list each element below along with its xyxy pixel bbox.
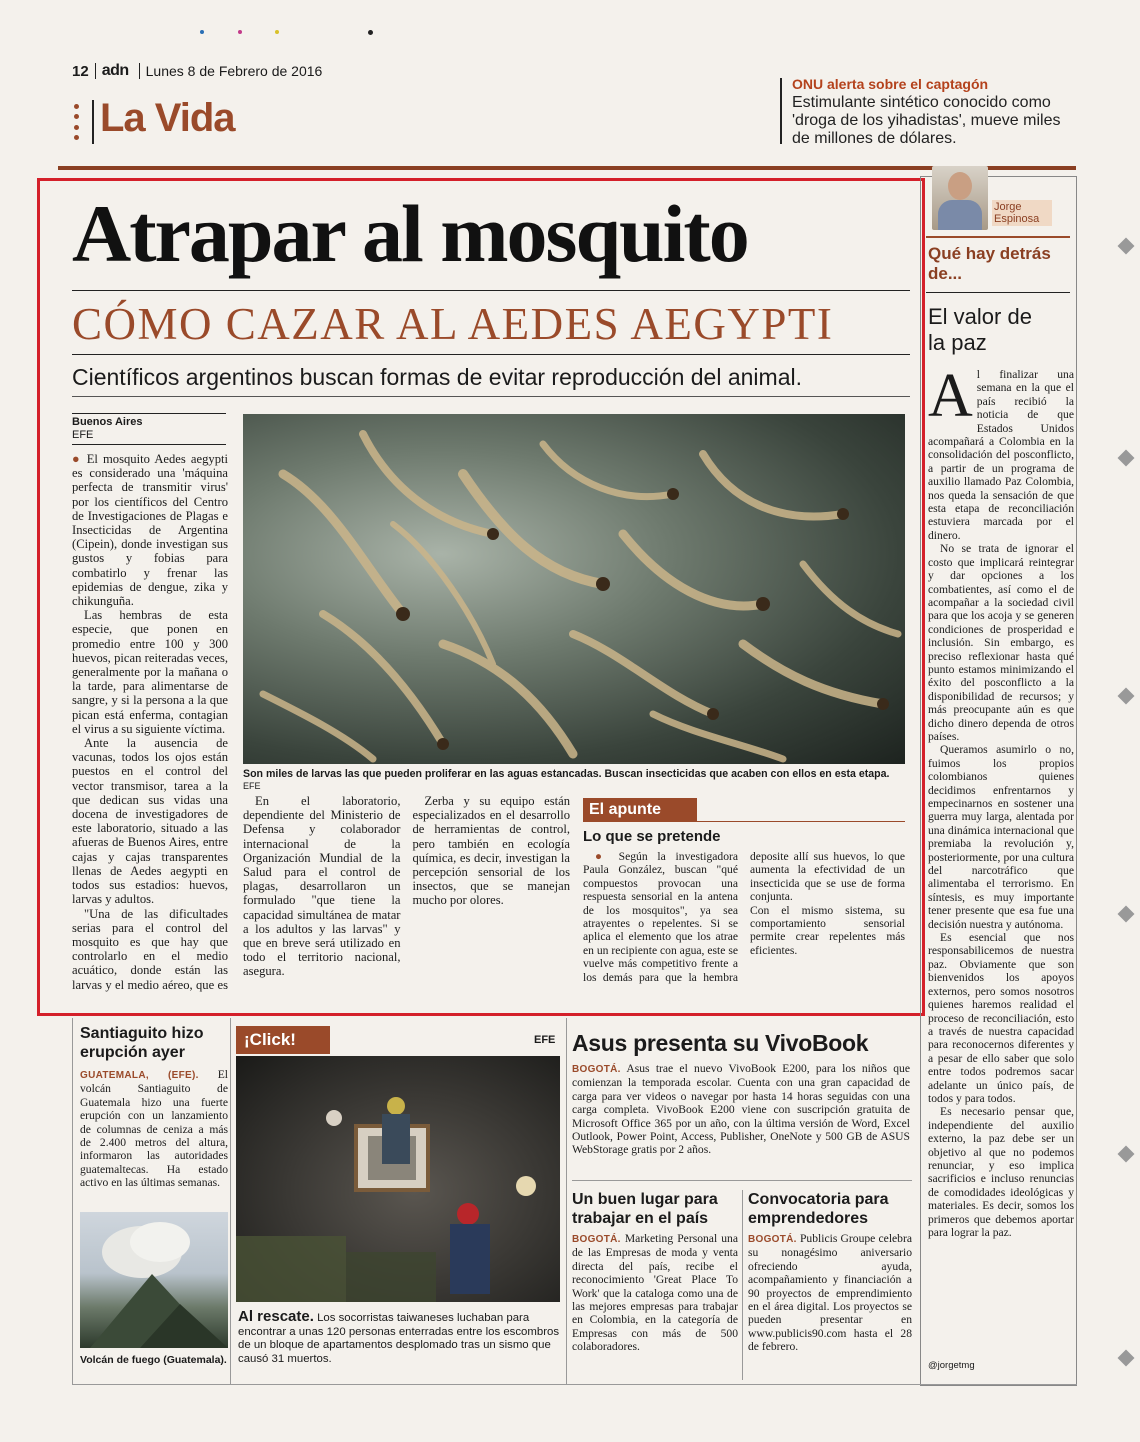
- author-name: Jorge Espinosa: [992, 200, 1052, 226]
- section-dots: [74, 104, 80, 140]
- rescue-photo: [236, 1056, 560, 1302]
- brand-logo: adn: [101, 62, 129, 79]
- kicker: CÓMO CAZAR AL AEDES AEGYPTI: [72, 299, 834, 349]
- rescue-caption: Al rescate. Los socorristas taiwaneses luchaban para encontrar a unas 120 personas enterradas entre los escombros de un bloque de apartamentos desplomado tras un sismo que causó 31 muertos.: [238, 1308, 560, 1365]
- photo-caption: Son miles de larvas las que pueden proliferar en las aguas estancadas. Buscan insecticidas que acaben con ellos en esta etapa. EFE: [243, 768, 890, 791]
- volcano-photo: [80, 1212, 228, 1348]
- convocatoria-title: Convocatoria para emprendedores: [748, 1191, 889, 1227]
- click-label: ¡Click!: [236, 1026, 330, 1054]
- story-columns-2-3: En el laboratorio, dependiente del Ministerio de Defensa y colaborador internacional de la Organización Mundial de la Salud para el control de plagas, desarrollaron un formulado "que tiene la capacidad simultánea de matar a los adultos y las larvas" y que en breve será utilizado en todo el territorio nacional, asegura. Zerba y su equipo están especializados en el desarrollo de herramientas de control, pero también en ecología química, es decir, investigan la percepción sensorial de los insectos, que se manejan mucho por olores.: [243, 794, 570, 979]
- asus-title: Asus presenta su VivoBook: [572, 1030, 869, 1056]
- apunte-text: ● Según la investigadora Paula González, buscan "qué compuestos provocan una respuesta sensorial en la antena de los mosquitos", ya sea atrayentes o repelentes. Si se aplica el elemento que los atrae en un recipiente con agua, este se vuelve más competitivo frente a los demás para que la hembra deposite allí sus huevos, lo que aumenta la efectividad de un insecticida que se use de forma conjunta. Con el mismo sistema, su comportamiento sensorial permite crear repelentes más eficientes.: [583, 850, 905, 984]
- larvae-shapes: [243, 414, 905, 764]
- author-photo: [932, 166, 988, 230]
- headline: Atrapar al mosquito: [72, 188, 748, 279]
- teaser-title: ONU alerta sobre el captagón: [792, 76, 989, 92]
- photo-credit: EFE: [243, 781, 261, 791]
- registration-marks: [200, 30, 390, 38]
- trabajo-text: BOGOTÁ. Marketing Personal una de las Empresas de moda y venta directa del país, recibe el reconocimiento 'Great Place To Work' que la cataloga como una de las mejores empresas para trabajar en Colombia, en la categoría de Empresas con más de 500 colaboradores.: [572, 1232, 738, 1354]
- asus-text: BOGOTÁ. Asus trae el nuevo VivoBook E200, para los niños que comienzan la temporada escolar. Cuenta con una gran capacidad de carga para ver videos o navegar por hasta 14 horas seguidas con una carga completa. VivoBook E200 viene con suscripción gratuita de Microsoft Office 365 por un año, con la última versión de Word, Excel Outlook, Power Point, Access, Publisher, OneNote y 500 GB de ASUS WebStorage gratis por 2 años.: [572, 1062, 910, 1157]
- page-number: 12: [72, 62, 89, 80]
- apunte-label: El apunte: [583, 798, 697, 822]
- larvae-photo: [243, 414, 905, 764]
- margin-marks: [1118, 240, 1138, 1380]
- column-headline: El valor de la paz: [928, 304, 1032, 355]
- story-column-1: ● El mosquito Aedes aegypti es considerado una 'máquina perfecta de transmitir virus' por los científicos del Centro de Investigaciones de Plagas e Insecticidas de Argentina (Cipein), donde investigan sus gustos y fobias para combatirlo y frenar las epidemias de dengue, zika y chikunguña. Las hembras de esta especie, que ponen en promedio entre 100 y 300 huevos, pican reiteradas veces, generalmente por la mañana o la tarde, para alimentarse de sangre, y si la persona a la que pican está enferma, contagian el virus a su siguiente víctima. Ante la ausencia de vacunas, todos los ojos están puestos en el control del vector transmisor, tarea a la que dedican sus vidas una docena de investigadores de este laboratorio, situado a las afueras de Buenos Aires, entre cajas y cajas transparentes llenas de Aedes aegypti en todos sus estadios: huevos, larvas y adultos. "Una de las dificultades serias para el control del mosquito es que hay que controlarlo en el medio acuático, donde están las larvas y el medio aéreo, que es: [72, 452, 228, 992]
- deck: Científicos argentinos buscan formas de evitar reproducción del animal.: [72, 364, 802, 390]
- column-title: Qué hay detrás de...: [928, 244, 1051, 283]
- volcano-text: GUATEMALA, (EFE). El volcán Santiaguito de Guatemala hizo una fuerte erupción con un lanzamiento de columnas de ceniza a más de 2.400 metros del altura, informaron las autoridades guatemaltecas. Ha estado activo en las últimas semanas.: [80, 1068, 228, 1190]
- volcano-caption: Volcán de fuego (Guatemala).: [80, 1354, 227, 1366]
- volcano-title: Santiaguito hizo erupción ayer: [80, 1025, 204, 1061]
- issue-date: Lunes 8 de Febrero de 2016: [145, 63, 323, 79]
- story-location: Buenos Aires: [72, 416, 143, 428]
- author-handle: @jorgetmg: [928, 1360, 975, 1371]
- click-credit: EFE: [534, 1034, 556, 1046]
- teaser-text: Estimulante sintético conocido como 'droga de los yihadistas', mueve miles de millones de dólares.: [792, 94, 1061, 147]
- apunte-title: Lo que se pretende: [583, 828, 721, 845]
- story-agency: EFE: [72, 429, 94, 441]
- column-body: Al finalizar una semana en la que el país recibió la noticia de que Estados Unidos acompañará a Colombia en la consolidación del posconflicto, a partir de un programa de auxilio llamado Paz Colombia, nos queda la sensación de que esta etapa de reconciliación estuviera marcada por el dinero. No se trata de ignorar el costo que implicará reintegrar y dar opciones a los combatientes, así como el de acompañar a la sociedad civil para que los acoja y se generen condiciones de prosperidad e inclusión. Sin embargo, es preciso reflexionar hasta qué punto estamos minimizando el éxito del posconflicto a la disponibilidad de recursos; y más preocupante aún es que dicho dinero dependa de otros países. Queramos asumirlo o no, fuimos los propios colombianos quienes decidimos enfrentarnos y empecinarnos en sostener una guerra muy larga, alentada por una dinámica internacional que premiaba la revolución y, posteriormente, por una cultura del narcotráfico que alimentaba el terrorismo. En síntesis, es muy importante tener presente que esa fue una decisión nuestra y autónoma. Es esencial que nos responsabilicemos de nuestra paz. Obviamente que son bienvenidos los apoyos externos, pero somos nosotros quienes haremos realidad el proceso de reconciliación, esto a través de nuestra capacidad para reconocernos diferentes y a pesar de ello saber que solo entre todos podremos sacar adelante un único país, de todos y para todos. Es necesario pensar que, independiente del auxilio externo, la paz debe ser un objetivo al que no podemos renunciar, y eso implica sacrificios e incluso renuncias de comodidades ideológicas y materiales. Es decir, somos los primeros que debemos aportar para lograr la paz.: [928, 368, 1074, 1239]
- trabajo-title: Un buen lugar para trabajar en el país: [572, 1191, 718, 1227]
- section-title: La Vida: [100, 96, 235, 140]
- page-header: [72, 60, 372, 82]
- convocatoria-text: BOGOTÁ. Publicis Groupe celebra su nonagésimo aniversario ofreciendo ayuda, acompañamiento y financiación a 90 proyectos de emprendimiento en el área digital. Los proyectos se pueden presentar en www.publicis90.com hasta el 28 de febrero.: [748, 1232, 912, 1354]
- drop-cap: A: [928, 368, 973, 430]
